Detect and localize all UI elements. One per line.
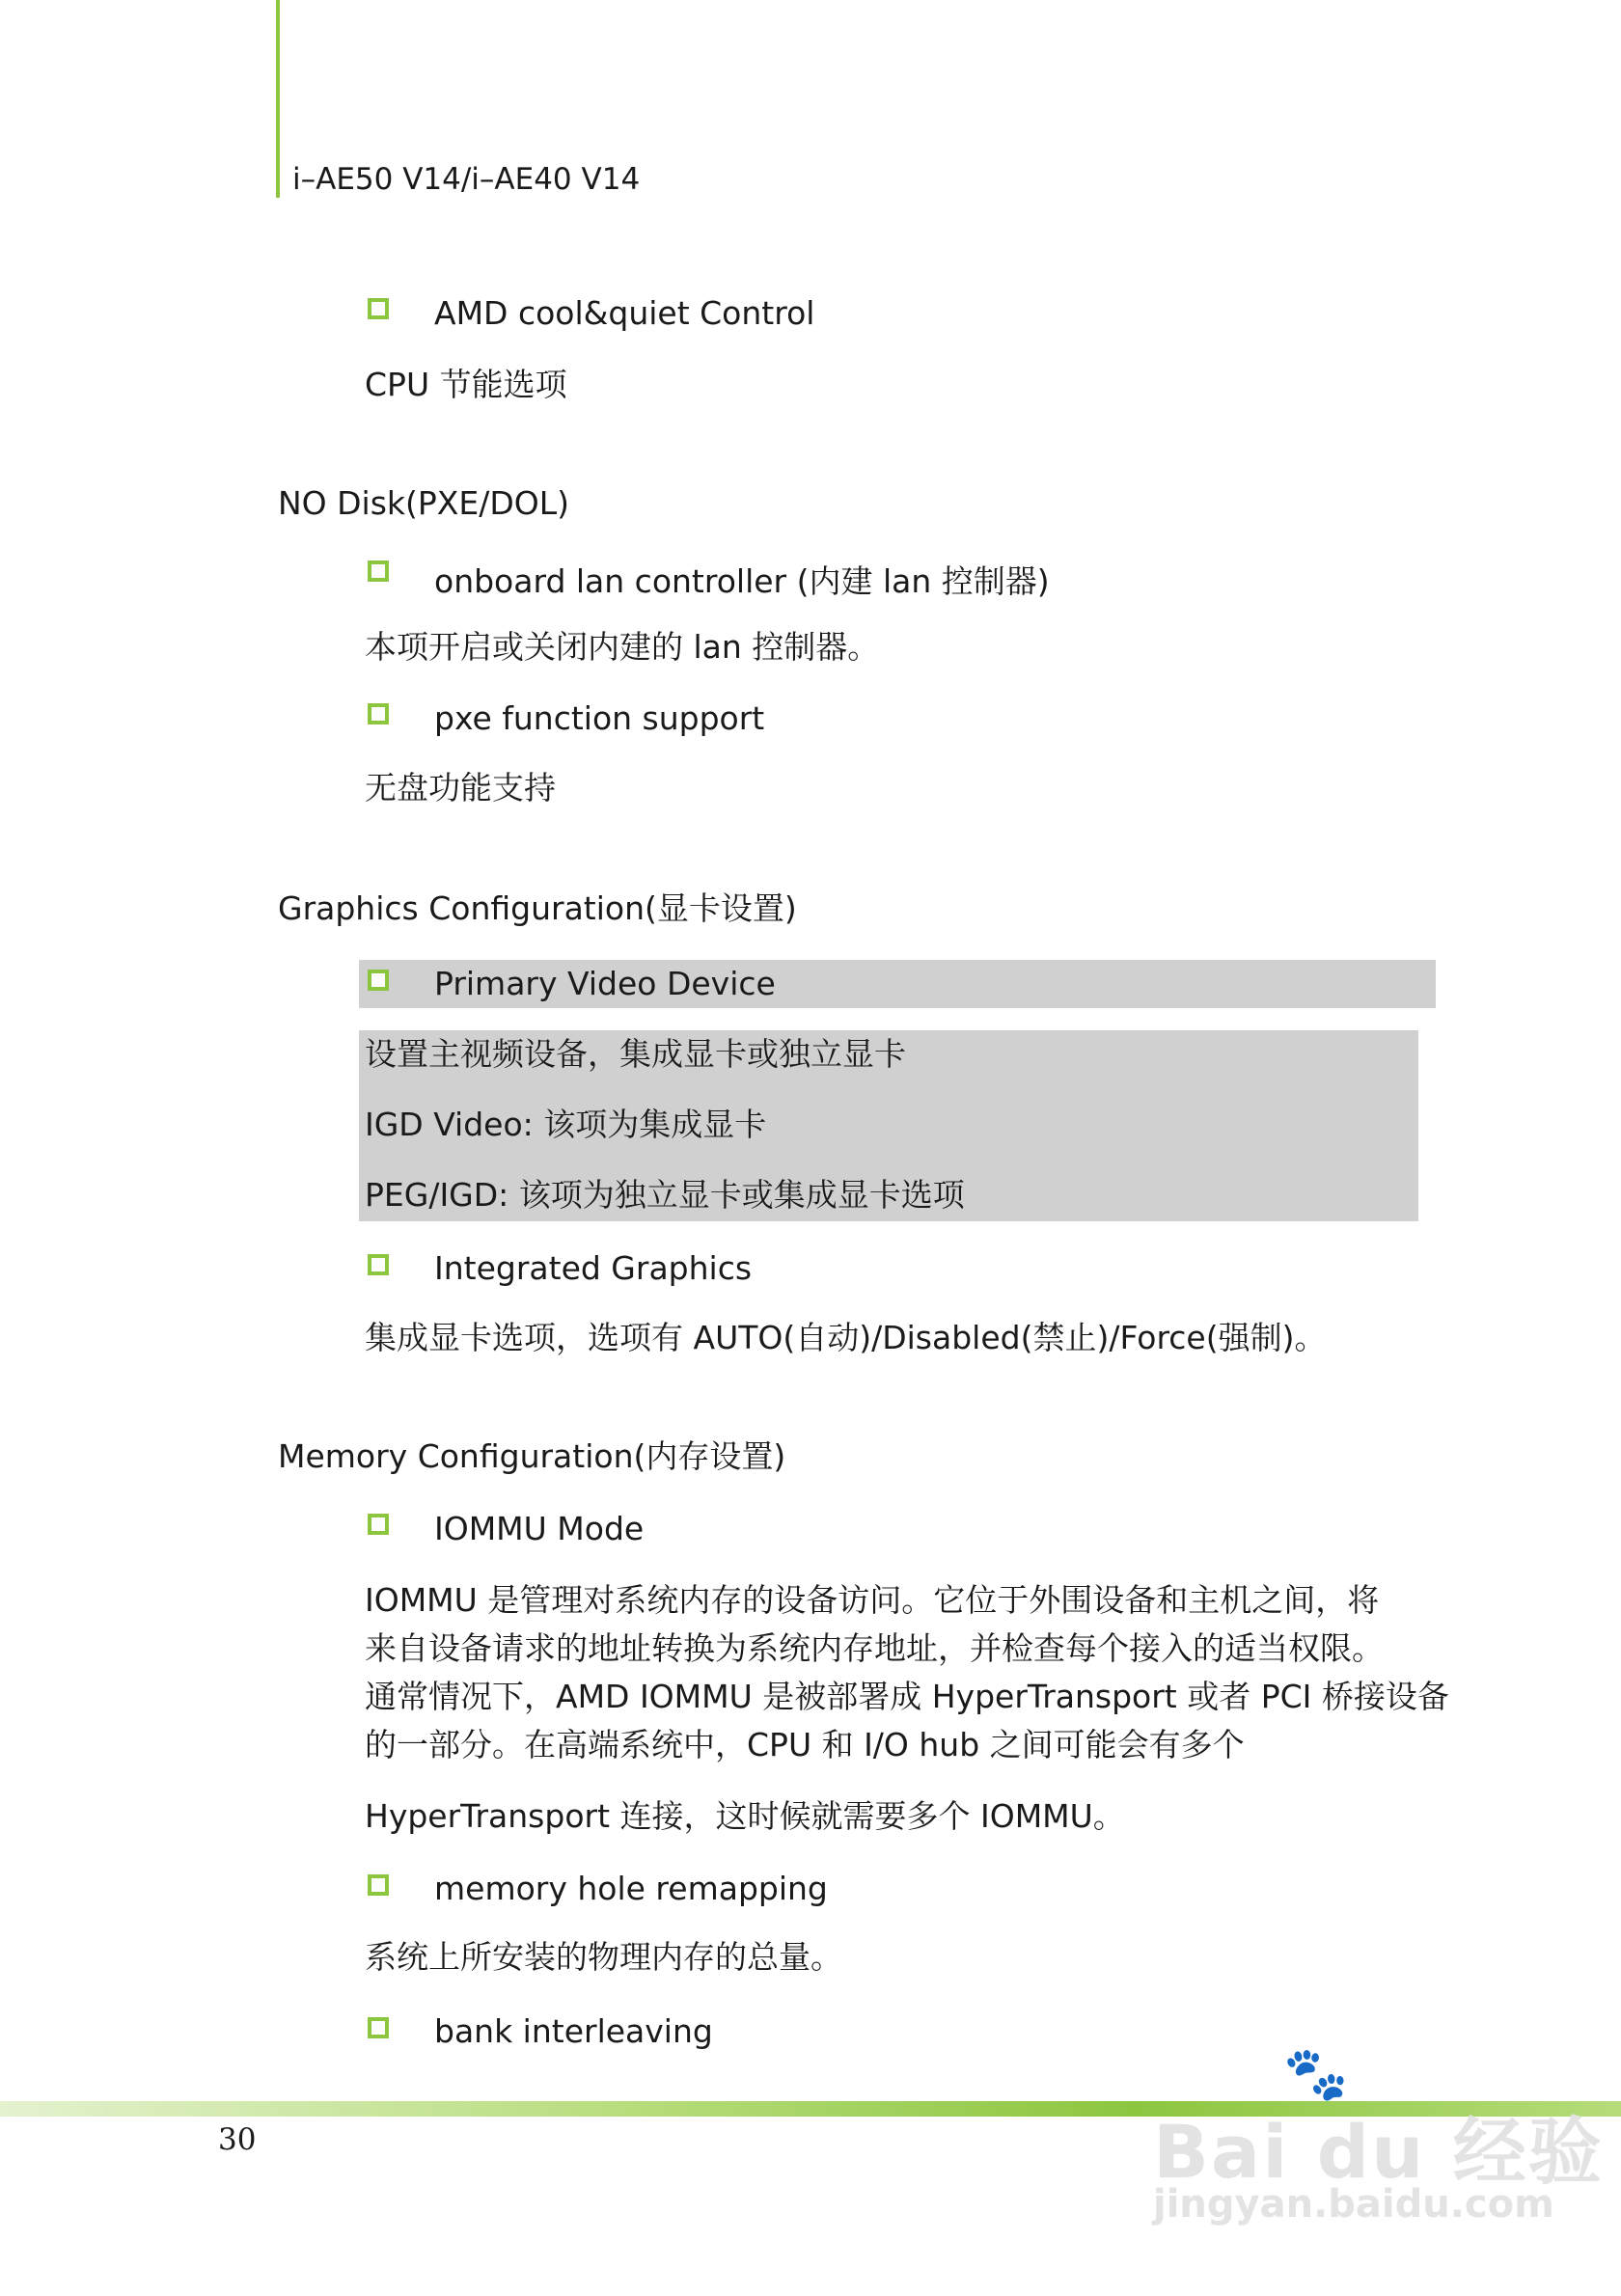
item-primary-video-device: Primary Video Device <box>434 965 776 1002</box>
item-amd-cool-quiet: AMD cool&quiet Control <box>434 294 815 332</box>
item-onboard-lan: onboard lan controller (内建 lan 控制器) <box>434 562 1050 600</box>
iommu-desc-line: 的一部分。在高端系统中，CPU 和 I/O hub 之间可能会有多个 <box>365 1726 1245 1763</box>
iommu-desc-line: 来自设备请求的地址转换为系统内存地址，并检查每个接入的适当权限。 <box>365 1629 1384 1667</box>
iommu-desc-line: 通常情况下，AMD IOMMU 是被部署成 HyperTransport 或者 PCI 桥接设备 <box>365 1678 1449 1715</box>
checkbox-bullet-icon <box>368 560 389 582</box>
item-integrated-graphics-desc: 集成显卡选项，选项有 AUTO(自动)/Disabled(禁止)/Force(强制)。 <box>365 1319 1327 1356</box>
item-integrated-graphics: Integrated Graphics <box>434 1249 753 1287</box>
checkbox-bullet-icon <box>368 2017 389 2038</box>
checkbox-bullet-icon <box>368 970 389 991</box>
item-memory-hole-desc: 系统上所安装的物理内存的总量。 <box>365 1938 842 1976</box>
item-pxe-support: pxe function support <box>434 699 765 737</box>
checkbox-bullet-icon <box>368 298 389 319</box>
baidu-watermark-logo: Bai du 经验 <box>1153 2109 1604 2195</box>
primary-video-desc-line: 设置主视频设备，集成显卡或独立显卡 <box>365 1035 906 1073</box>
iommu-desc-line: IOMMU 是管理对系统内存的设备访问。它位于外围设备和主机之间，将 <box>365 1581 1380 1619</box>
primary-video-desc-line: IGD Video: 该项为集成显卡 <box>365 1106 767 1143</box>
item-memory-hole-remapping: memory hole remapping <box>434 1870 828 1907</box>
document-header-title: i–AE50 V14/i–AE40 V14 <box>292 162 641 197</box>
iommu-desc-line: HyperTransport 连接，这时候就需要多个 IOMMU。 <box>365 1797 1125 1835</box>
baidu-paw-icon: 🐾 <box>1283 2043 1349 2104</box>
checkbox-bullet-icon <box>368 1874 389 1896</box>
checkbox-bullet-icon <box>368 703 389 724</box>
checkbox-bullet-icon <box>368 1254 389 1275</box>
header-accent-line <box>276 0 280 198</box>
primary-video-desc-line: PEG/IGD: 该项为独立显卡或集成显卡选项 <box>365 1176 965 1214</box>
baidu-watermark-url: jingyan.baidu.com <box>1153 2182 1554 2227</box>
item-pxe-support-desc: 无盘功能支持 <box>365 769 556 806</box>
section-heading-graphics: Graphics Configuration(显卡设置) <box>278 889 797 927</box>
checkbox-bullet-icon <box>368 1514 389 1535</box>
item-iommu-mode: IOMMU Mode <box>434 1510 645 1547</box>
section-heading-nodisk: NO Disk(PXE/DOL) <box>278 484 570 522</box>
page-number: 30 <box>218 2122 257 2157</box>
item-amd-cool-quiet-desc: CPU 节能选项 <box>365 366 567 403</box>
item-onboard-lan-desc: 本项开启或关闭内建的 lan 控制器。 <box>365 628 880 666</box>
item-bank-interleaving: bank interleaving <box>434 2012 713 2050</box>
section-heading-memory: Memory Configuration(内存设置) <box>278 1437 786 1475</box>
